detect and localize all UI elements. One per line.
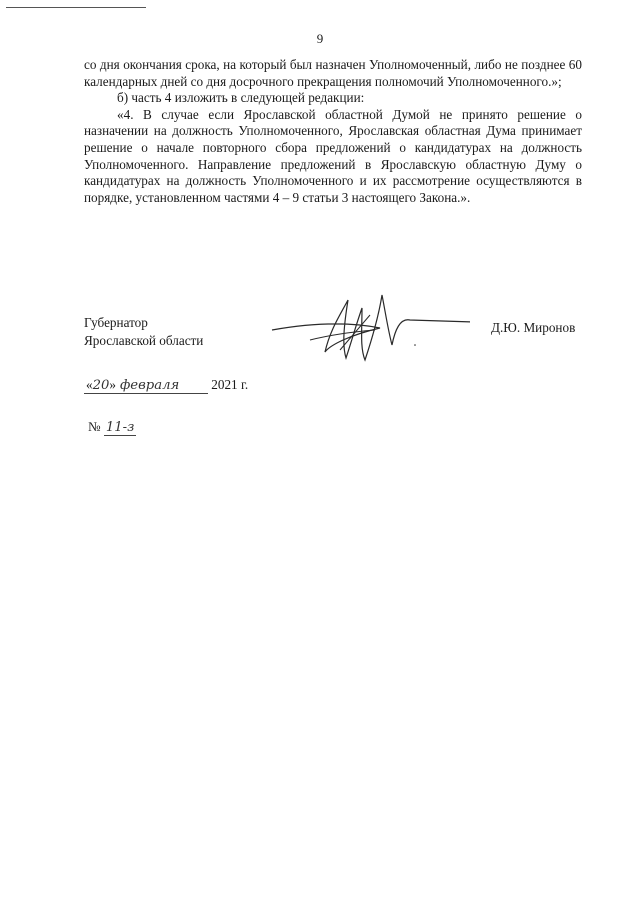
top-rule — [6, 7, 146, 8]
body-text — [84, 57, 582, 206]
signing-date — [84, 377, 248, 394]
paragraph-part-4: «4. В случае если Ярославской областной Думой не принято решение о назначении на должность Уполномоченного, Ярославская областная Дума принимает решение о начале повторного сбора предложений о кандидатурах на должность Уполномоченного. Направление предложений в Ярославскую областную Думу о кандидатурах на должность Уполномоченного и их рассмотрение осуществляются в порядке, установленном частями 4 – 9 статьи 3 настоящего Закона.». — [84, 106, 582, 205]
paragraph-continuation: со дня окончания срока, на который был назначен Уполномоченный, либо не позднее 60 календарных дней со дня досрочного прекращения полномочий Уполномоченного.»; — [84, 57, 582, 89]
law-number-value: 11-з — [105, 420, 135, 435]
signatory-title-line1: Губернатор — [84, 315, 148, 330]
date-month: февраля — [118, 378, 208, 394]
date-day-field — [84, 377, 118, 394]
signatory-name: Д.Ю. Миронов — [491, 320, 576, 335]
signatory-title — [84, 314, 203, 350]
date-quote-close: » — [109, 377, 116, 392]
page-number: 9 — [316, 31, 324, 46]
signatory-title-line2: Ярославской области — [84, 333, 204, 348]
law-number-prefix: № — [88, 419, 101, 434]
date-year: 2021 г. — [211, 377, 249, 392]
signature-image — [270, 290, 470, 370]
paragraph-amendment-b: б) часть 4 изложить в следующей редакции: — [117, 90, 365, 106]
law-number — [88, 419, 136, 436]
date-quote-open: « — [86, 377, 93, 392]
date-day: 20 — [92, 378, 110, 393]
